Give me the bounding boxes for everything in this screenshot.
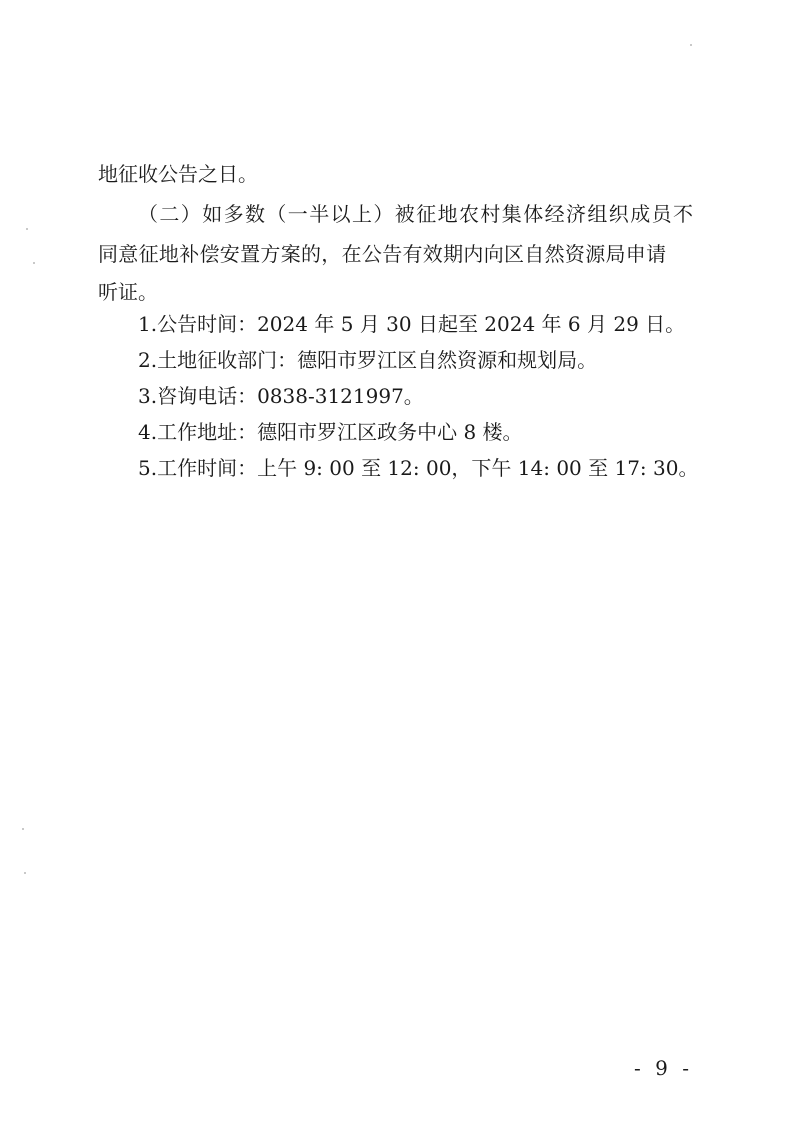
text-line-3: 同意征地补偿安置方案的，在公告有效期内向区自然资源局申请 — [98, 242, 667, 266]
text-line-9: 5.工作时间：上午 9: 00 至 12: 00，下午 14: 00 至 17: 30。 — [138, 456, 699, 480]
text-line-6: 2.土地征收部门：德阳市罗江区自然资源和规划局。 — [138, 348, 598, 372]
scan-speck — [26, 228, 28, 230]
text-line-8: 4.工作地址：德阳市罗江区政务中心 8 楼。 — [138, 420, 523, 444]
scan-speck — [24, 872, 26, 874]
text-line-1: 地征收公告之日。 — [98, 162, 258, 186]
page-number: - 9 - — [634, 1056, 693, 1080]
text-line-5: 1.公告时间：2024 年 5 月 30 日起至 2024 年 6 月 29 日。 — [138, 312, 686, 336]
text-line-4: 听证。 — [98, 280, 158, 304]
text-line-7: 3.咨询电话：0838-3121997。 — [138, 384, 424, 408]
scan-speck — [33, 262, 35, 264]
scan-speck — [22, 828, 24, 830]
text-line-2: （二）如多数（一半以上）被征地农村集体经济组织成员不 — [138, 202, 695, 226]
scan-speck — [690, 44, 692, 46]
